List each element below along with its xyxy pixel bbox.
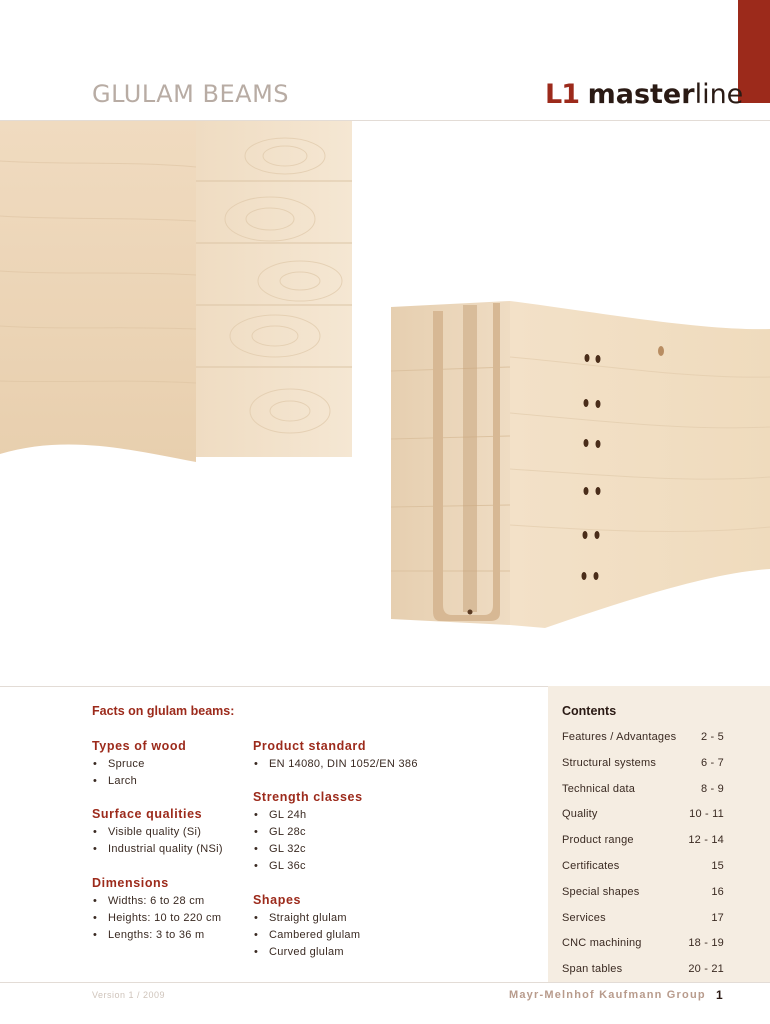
toc-row[interactable]	[562, 910, 724, 936]
toc-pages: 2 - 5	[700, 731, 724, 743]
list-item: • Industrial quality (NSi)	[92, 841, 223, 858]
shapes-section	[253, 893, 360, 961]
section-title: Product standard	[253, 739, 367, 753]
list-item: • Lengths: 3 to 36 m	[92, 927, 221, 944]
toc-pages: 18 - 19	[688, 937, 724, 950]
toc-row[interactable]	[562, 781, 724, 807]
section-title: Types of wood	[92, 739, 187, 753]
list-item: • GL 24h	[253, 807, 363, 824]
section-title: Surface qualities	[92, 807, 203, 821]
toc-pages: 16	[711, 885, 724, 898]
toc-row[interactable]	[562, 935, 724, 961]
types-of-wood-section	[92, 739, 186, 790]
list-item: • GL 32c	[253, 841, 363, 858]
section-title: Strength classes	[253, 790, 363, 804]
right-beam-end	[391, 301, 510, 625]
list-item: • GL 28c	[253, 824, 363, 841]
list-item: • Curved glulam	[253, 944, 360, 961]
toc-row[interactable]	[562, 858, 724, 884]
section-title: Dimensions	[92, 876, 169, 890]
logo-l1: L1	[545, 79, 579, 110]
toc-pages: 17	[711, 911, 724, 924]
toc-label: Product range	[562, 834, 634, 847]
list-item: • Larch	[92, 773, 186, 790]
toc-row[interactable]	[562, 729, 724, 755]
toc-label: Special shapes	[562, 885, 640, 898]
facts-heading: Facts on glulam beams:	[92, 704, 235, 718]
list-item: • Cambered glulam	[253, 927, 360, 944]
section-title: Shapes	[253, 893, 302, 907]
facts-divider	[0, 686, 548, 687]
logo-master: master	[587, 79, 695, 110]
toc-row[interactable]	[562, 806, 724, 832]
list-item: • Heights: 10 to 220 cm	[92, 910, 221, 927]
toc-pages: 12 - 14	[688, 834, 724, 847]
table-of-contents	[562, 729, 724, 987]
toc-pages: 8 - 9	[700, 782, 724, 795]
toc-row[interactable]	[562, 832, 724, 858]
toc-label: Features / Advantages	[562, 731, 677, 743]
page-number: 1	[716, 988, 723, 1002]
product-photo	[0, 121, 770, 685]
version-label: Version 1 / 2009	[92, 990, 166, 1000]
list-item: • Widths: 6 to 28 cm	[92, 893, 221, 910]
page-title: GLULAM BEAMS	[92, 80, 290, 108]
left-beam-side	[0, 121, 196, 462]
toc-label: Structural systems	[562, 756, 657, 769]
product-standard-section	[253, 739, 418, 773]
toc-label: CNC machining	[562, 937, 642, 950]
list-item: • EN 14080, DIN 1052/EN 386	[253, 756, 418, 773]
right-beam-side	[510, 301, 770, 628]
toc-label: Quality	[562, 808, 598, 821]
list-item: • Spruce	[92, 756, 186, 773]
footer-divider	[0, 982, 770, 983]
list-item: • Straight glulam	[253, 910, 360, 927]
surface-qualities-section	[92, 807, 223, 858]
toc-row[interactable]	[562, 961, 724, 987]
dimensions-section	[92, 876, 221, 944]
toc-label: Span tables	[562, 963, 623, 976]
left-beam-end	[196, 121, 352, 457]
toc-pages: 6 - 7	[700, 756, 724, 769]
brand-logo	[545, 80, 743, 110]
list-item: • GL 36c	[253, 858, 363, 875]
toc-pages: 15	[711, 859, 724, 872]
list-item: • Visible quality (Si)	[92, 824, 223, 841]
toc-pages: 10 - 11	[689, 808, 724, 821]
company-name: Mayr-Melnhof Kaufmann Group	[509, 989, 706, 1001]
strength-classes-section	[253, 790, 363, 875]
logo-line: line	[694, 79, 744, 110]
toc-label: Technical data	[562, 782, 636, 795]
contents-title: Contents	[562, 704, 617, 718]
toc-label: Services	[562, 911, 606, 924]
toc-label: Certificates	[562, 859, 620, 872]
toc-row[interactable]	[562, 884, 724, 910]
toc-pages: 20 - 21	[688, 963, 724, 976]
toc-row[interactable]	[562, 755, 724, 781]
